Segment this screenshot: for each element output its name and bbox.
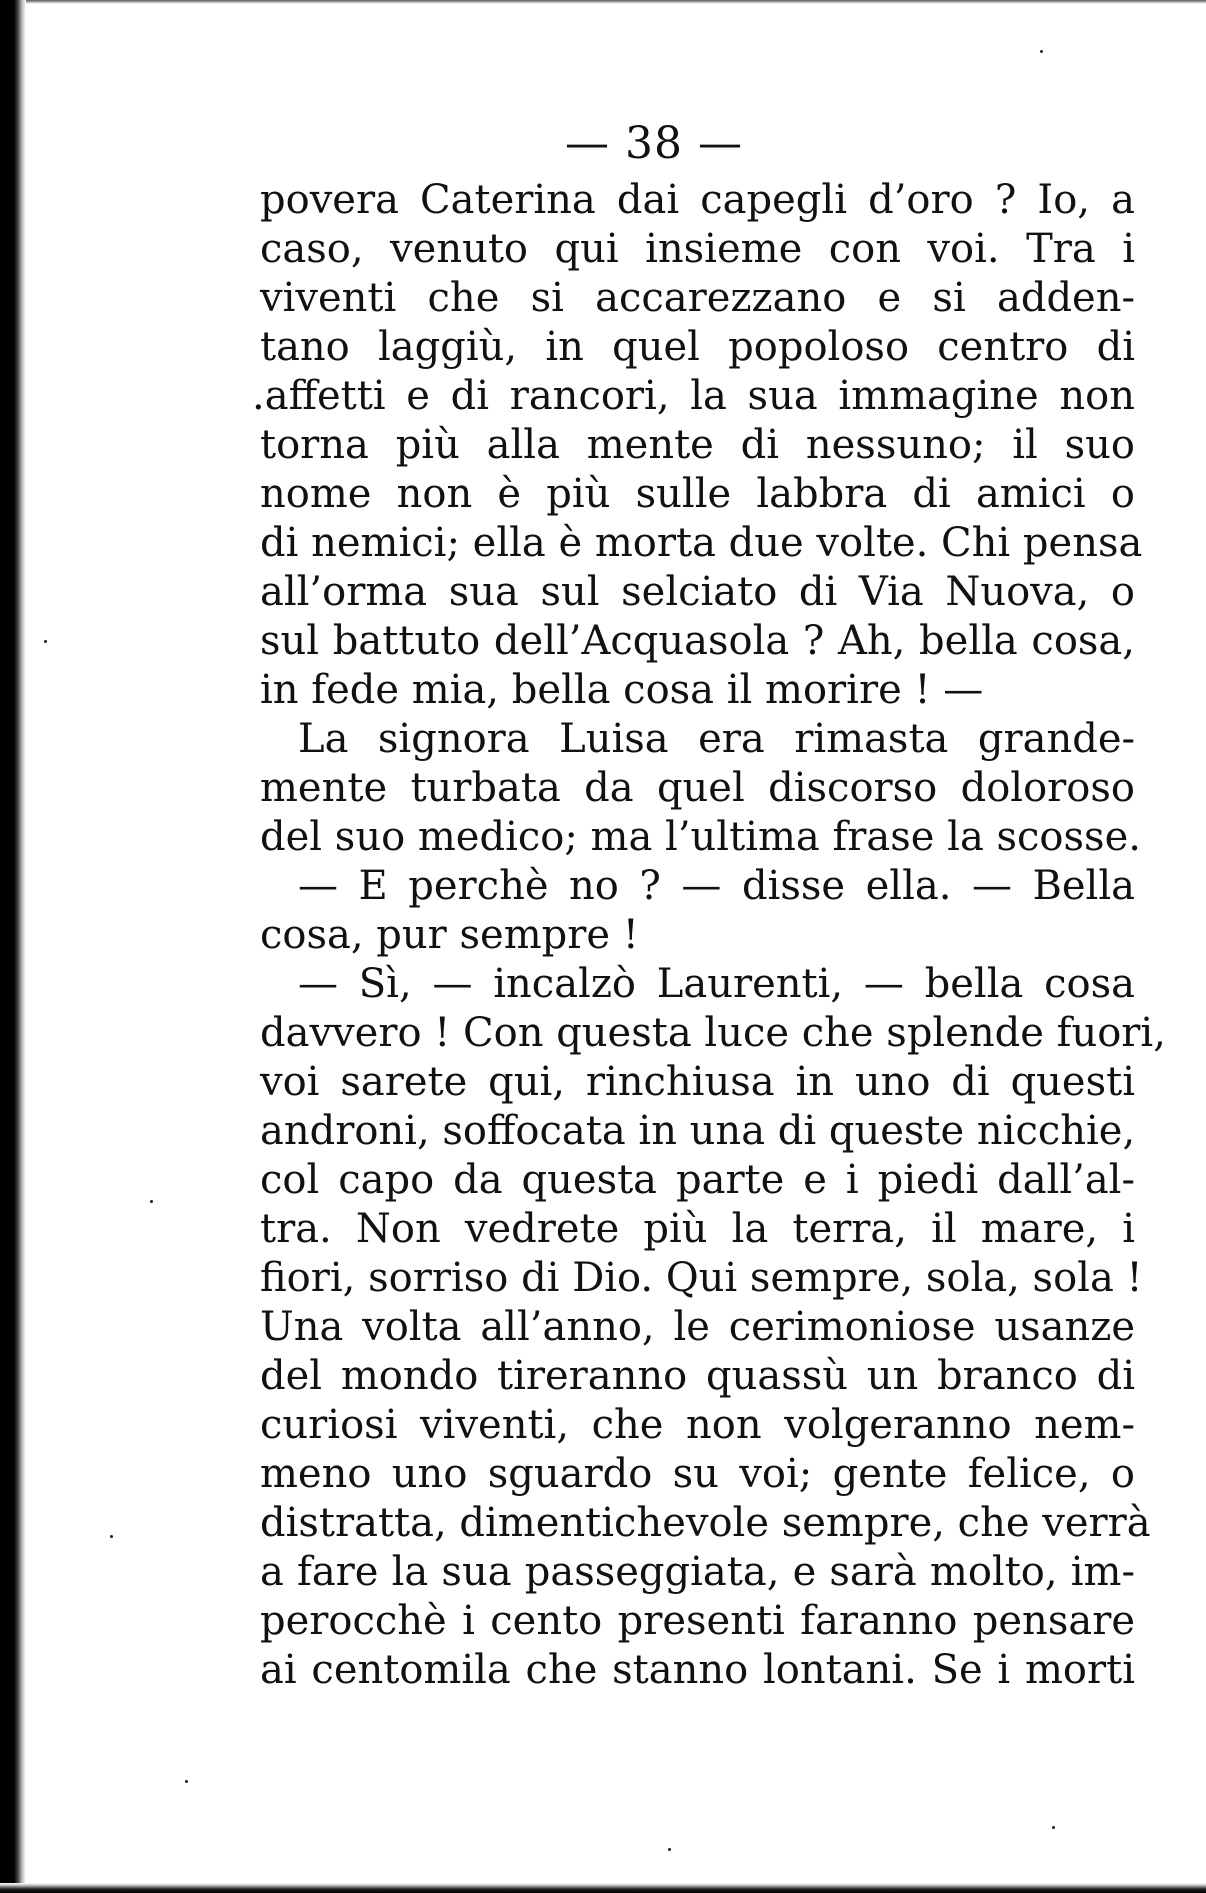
scan-edge-left — [0, 0, 26, 1893]
text-line: di nemici; ella è morta due volte. Chi pensa — [260, 520, 1143, 566]
text-line: meno uno sguardo su voi; gente felice, o — [260, 1451, 1135, 1497]
scan-speck — [44, 640, 47, 643]
text-line: viventi che si accarezzano e si adden- — [260, 275, 1135, 321]
text-line: del mondo tireranno quassù un branco di — [260, 1353, 1135, 1399]
text-line: .affetti e di rancori, la sua immagine non — [252, 373, 1135, 419]
text-line: curiosi viventi, che non volgeranno nem- — [260, 1402, 1135, 1448]
text-line: povera Caterina dai capegli d’oro ? Io, a — [260, 177, 1135, 223]
text-line: voi sarete qui, rinchiusa in uno di questi — [260, 1059, 1135, 1105]
text-line: androni, soffocata in una di queste nicchie, — [260, 1108, 1136, 1154]
text-line: mente turbata da quel discorso doloroso — [260, 765, 1135, 811]
scan-edge-bottom — [0, 1883, 1206, 1893]
text-line: Una volta all’anno, le cerimoniose usanze — [260, 1304, 1135, 1350]
scan-speck — [150, 1200, 153, 1203]
scan-speck — [668, 1848, 671, 1851]
scan-speck — [1040, 50, 1043, 53]
text-line: distratta, dimentichevole sempre, che verrà — [260, 1500, 1151, 1546]
text-line: — Sì, — incalzò Laurenti, — bella cosa — [298, 961, 1135, 1007]
scan-edge-top — [0, 0, 1206, 4]
text-line: all’orma sua sul selciato di Via Nuova, o — [260, 569, 1135, 615]
text-line: col capo da questa parte e i piedi dall’al- — [260, 1157, 1135, 1203]
text-line: sul battuto dell’Acquasola ? Ah, bella cosa, — [260, 618, 1135, 664]
body-text — [252, 176, 1166, 1695]
text-line: in fede mia, bella cosa il morire ! — — [260, 667, 984, 713]
text-line: caso, venuto qui insieme con voi. Tra i — [260, 226, 1135, 272]
text-line: davvero ! Con questa luce che splende fuori, — [260, 1010, 1166, 1056]
text-line: cosa, pur sempre ! — [260, 912, 639, 958]
text-line: ai centomila che stanno lontani. Se i morti — [260, 1647, 1135, 1693]
text-line: — E perchè no ? — disse ella. — Bella — [298, 863, 1135, 909]
text-line: La signora Luisa era rimasta grande- — [298, 716, 1135, 762]
page-number: — 38 — — [565, 118, 743, 169]
text-line: del suo medico; ma l’ultima frase la scosse. — [260, 814, 1141, 860]
text-line: torna più alla mente di nessuno; il suo — [260, 422, 1135, 468]
scan-speck — [110, 1535, 113, 1538]
scan-speck — [185, 1780, 188, 1783]
text-line: tano laggiù, in quel popoloso centro di — [260, 324, 1135, 370]
text-line: nome non è più sulle labbra di amici o — [260, 471, 1135, 517]
text-line: perocchè i cento presenti faranno pensare — [260, 1598, 1135, 1644]
scan-speck — [1052, 1826, 1055, 1829]
text-line: fiori, sorriso di Dio. Qui sempre, sola, sola ! — [260, 1255, 1143, 1301]
text-line: a fare la sua passeggiata, e sarà molto, im- — [260, 1549, 1135, 1595]
text-line: tra. Non vedrete più la terra, il mare, i — [260, 1206, 1135, 1252]
